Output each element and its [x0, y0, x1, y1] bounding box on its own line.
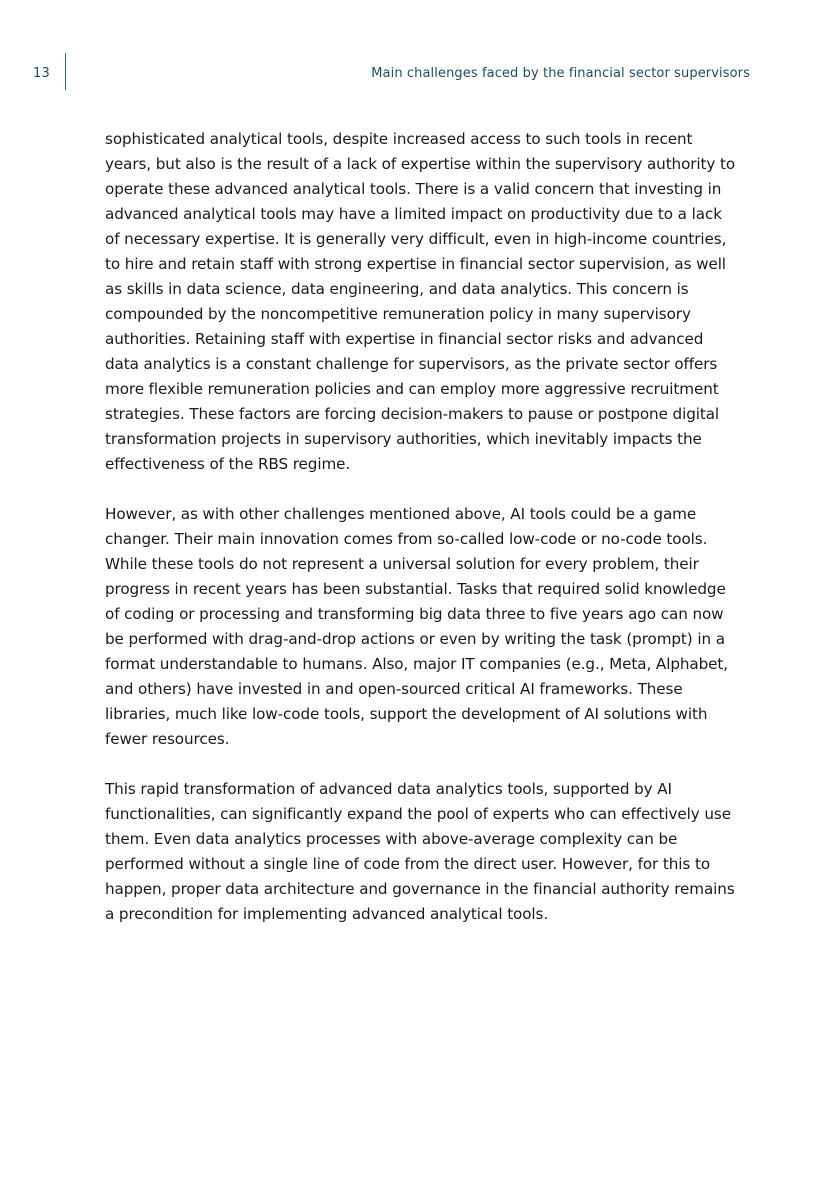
- paragraph-2: However, as with other challenges mentioned above, AI tools could be a game changer. Their main innovation comes from so-called low-code or no-code tools. While these tools do not represent a universal solution for every problem, their progress in recent years has been substantial. Tasks that required solid knowledge of coding or processing and transforming big data three to five years ago can now be performed with drag-and-drop actions or even by writing the task (prompt) in a format understandable to humans. Also, major IT companies (e.g., Meta, Alphabet, and others) have invested in and open-sourced critical AI frameworks. These libraries, much like low-code tools, support the development of AI solutions with fewer resources.: [105, 505, 728, 748]
- header-divider: [65, 53, 66, 90]
- paragraph-1: sophisticated analytical tools, despite increased access to such tools in recent years, but also is the result of a lack of expertise within the supervisory authority to operate these advanced analytical tools. There is a valid concern that investing in advanced analytical tools may have a limited impact on productivity due to a lack of necessary expertise. It is generally very difficult, even in high-income countries, to hire and retain staff with strong expertise in financial sector supervision, as well as skills in data science, data engineering, and data analytics. This concern is compounded by the noncompetitive remuneration policy in many supervisory authorities. Retaining staff with expertise in financial sector risks and advanced data analytics is a constant challenge for supervisors, as the private sector offers more flexible remuneration policies and can employ more aggressive recruitment strategies. These factors are forcing decision-makers to pause or postpone digital transformation projects in supervisory authorities, which inevitably impacts the effectiveness of the RBS regime.: [105, 130, 736, 473]
- body-text: [105, 127, 741, 952]
- page-number: 13: [33, 66, 50, 81]
- running-header-title: Main challenges faced by the financial sector supervisors: [371, 66, 750, 81]
- paragraph-3: This rapid transformation of advanced data analytics tools, supported by AI functionalities, can significantly expand the pool of experts who can effectively use them. Even data analytics processes with above-average complexity can be performed without a single line of code from the direct user. However, for this to happen, proper data architecture and governance in the financial authority remains a precondition for implementing advanced analytical tools.: [105, 780, 735, 923]
